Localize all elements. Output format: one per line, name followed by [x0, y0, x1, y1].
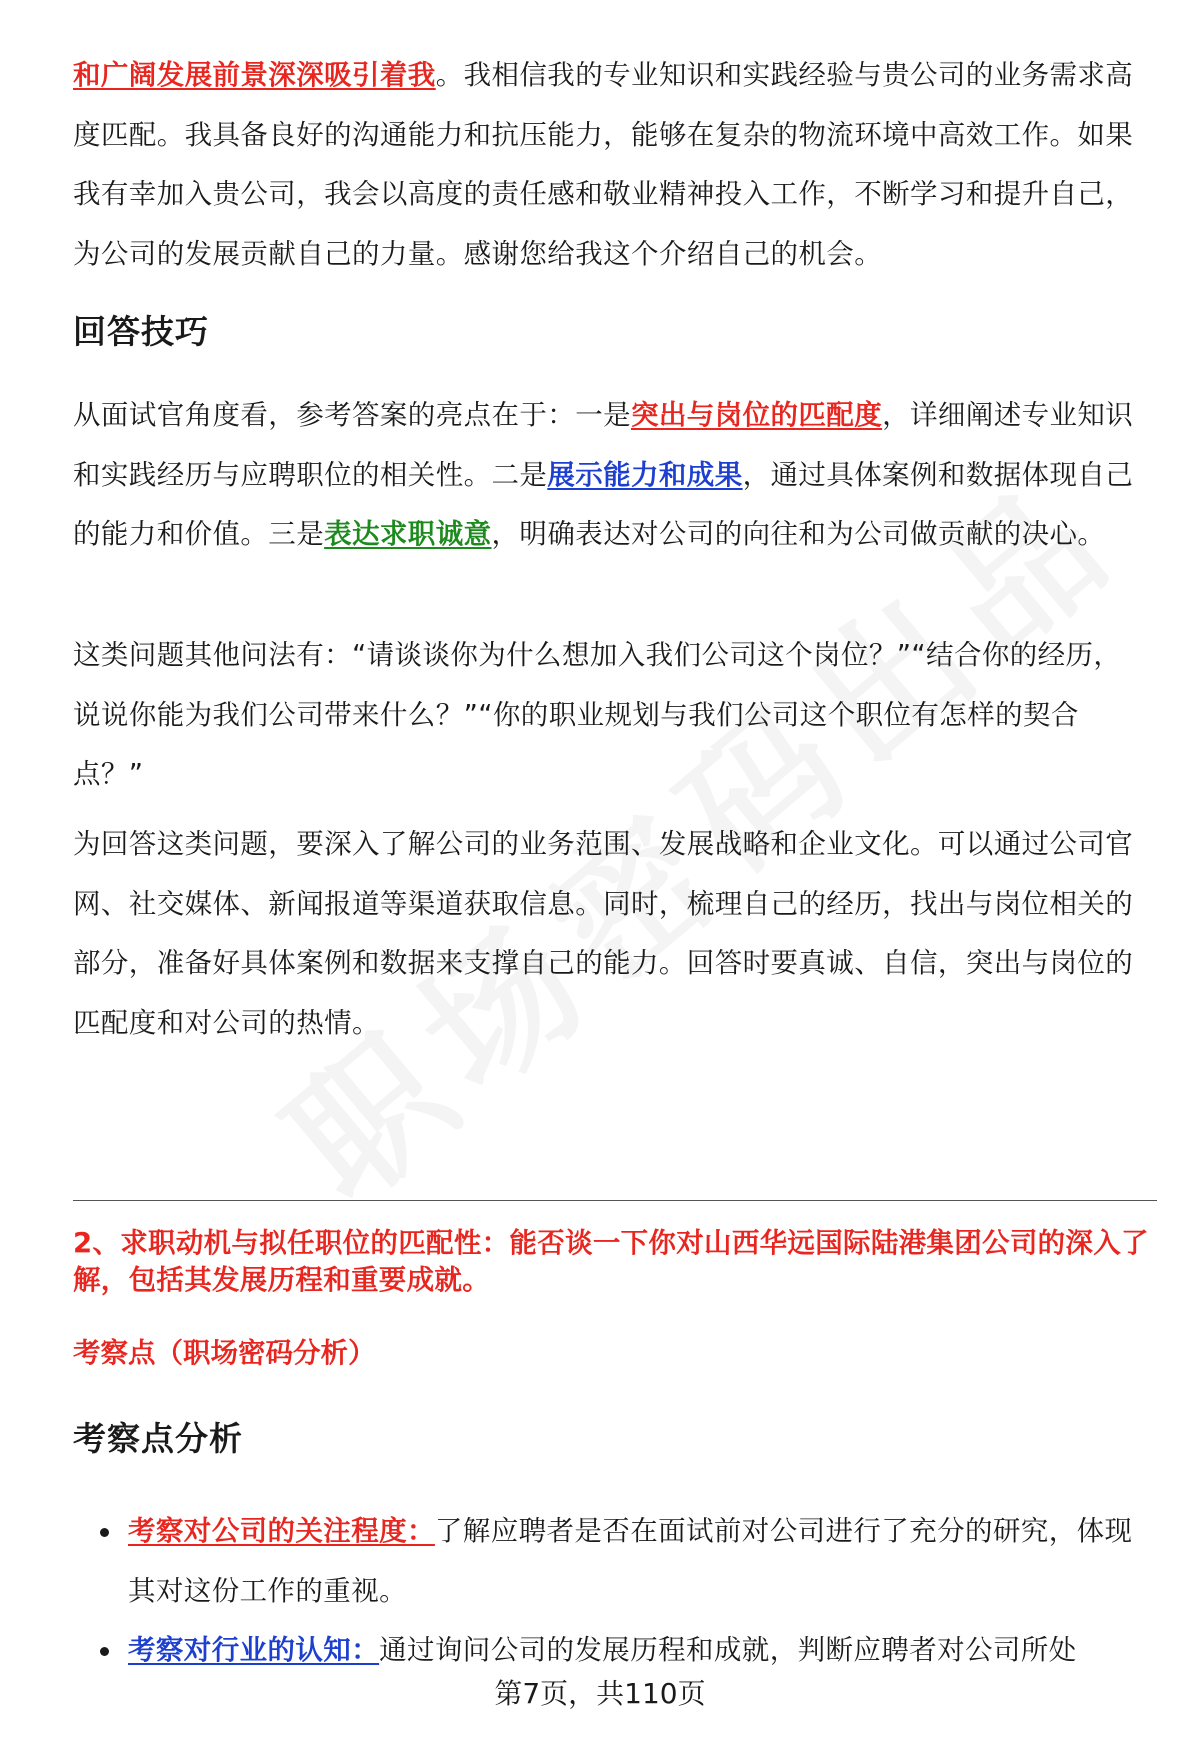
question-title: 2、求职动机与拟任职位的匹配性：能否谈一下你对山西华远国际陆港集团公司的深入了解，包括其发展历程和重要成就。	[73, 1227, 1149, 1296]
tips-heading: 回答技巧	[73, 312, 209, 351]
intro-text: 。我相信我的专业知识和实践经验与贵公司的业务需求高度匹配。我具备良好的沟通能力和抗压能力，能够在复杂的物流环境中高效工作。如果我有幸加入贵公司，我会以高度的责任感和敬业精神投入工作，不断学习和提升自己，为公司的发展贡献自己的力量。感谢您给我这个介绍自己的机会。	[73, 59, 1134, 270]
list-item	[73, 1502, 1145, 1621]
analysis-text-2: 通过询问公司的发展历程和成就，判断应聘者对公司所处	[379, 1634, 1077, 1666]
highlight-sincerity: 表达求职诚意	[324, 518, 492, 550]
intro-paragraph	[73, 46, 1145, 284]
intro-highlight: 和广阔发展前景深深吸引着我	[73, 59, 436, 91]
tips-paragraph-1	[73, 386, 1145, 565]
highlight-match: 突出与岗位的匹配度	[631, 399, 883, 431]
analysis-label-1: 考察对公司的关注程度：	[128, 1515, 435, 1547]
tips-paragraph-2: 这类问题其他问法有：“请谈谈你为什么想加入我们公司这个岗位？”“结合你的经历，说说你能为我们公司带来什么？”“你的职业规划与我们公司这个职位有怎样的契合点？”	[73, 639, 1122, 790]
tips-text-3: ，通过具体案例和数据体现自己的能力和价值。三是	[73, 458, 1134, 550]
analysis-label-2: 考察对行业的认知：	[128, 1634, 380, 1666]
tips-paragraph-3: 为回答这类问题，要深入了解公司的业务范围、发展战略和企业文化。可以通过公司官网、社交媒体、新闻报道等渠道获取信息。同时，梳理自己的经历，找出与岗位相关的部分，准备好具体案例和数据来支撑自己的能力。回答时要真诚、自信，突出与岗位的匹配度和对公司的热情。	[73, 828, 1134, 1039]
analysis-list	[73, 1502, 1145, 1681]
tips-text-1: 从面试官角度看，参考答案的亮点在于：一是	[73, 399, 631, 431]
highlight-ability: 展示能力和成果	[547, 458, 743, 491]
question-sublabel: 考察点（职场密码分析）	[73, 1337, 376, 1369]
bullet-icon	[100, 1528, 109, 1537]
tips-text-2: ，详细阐述专业知识和实践经历与应聘职位的相关性。二是	[73, 399, 1134, 491]
bullet-icon	[100, 1647, 109, 1656]
section-divider	[73, 1200, 1157, 1201]
tips-text-4: ，明确表达对公司的向往和为公司做贡献的决心。	[491, 518, 1106, 550]
analysis-text-1: 了解应聘者是否在面试前对公司进行了充分的研究，体现其对这份工作的重视。	[128, 1515, 1133, 1607]
analysis-heading: 考察点分析	[73, 1419, 243, 1458]
page-footer: 第7页，共110页	[494, 1677, 706, 1710]
